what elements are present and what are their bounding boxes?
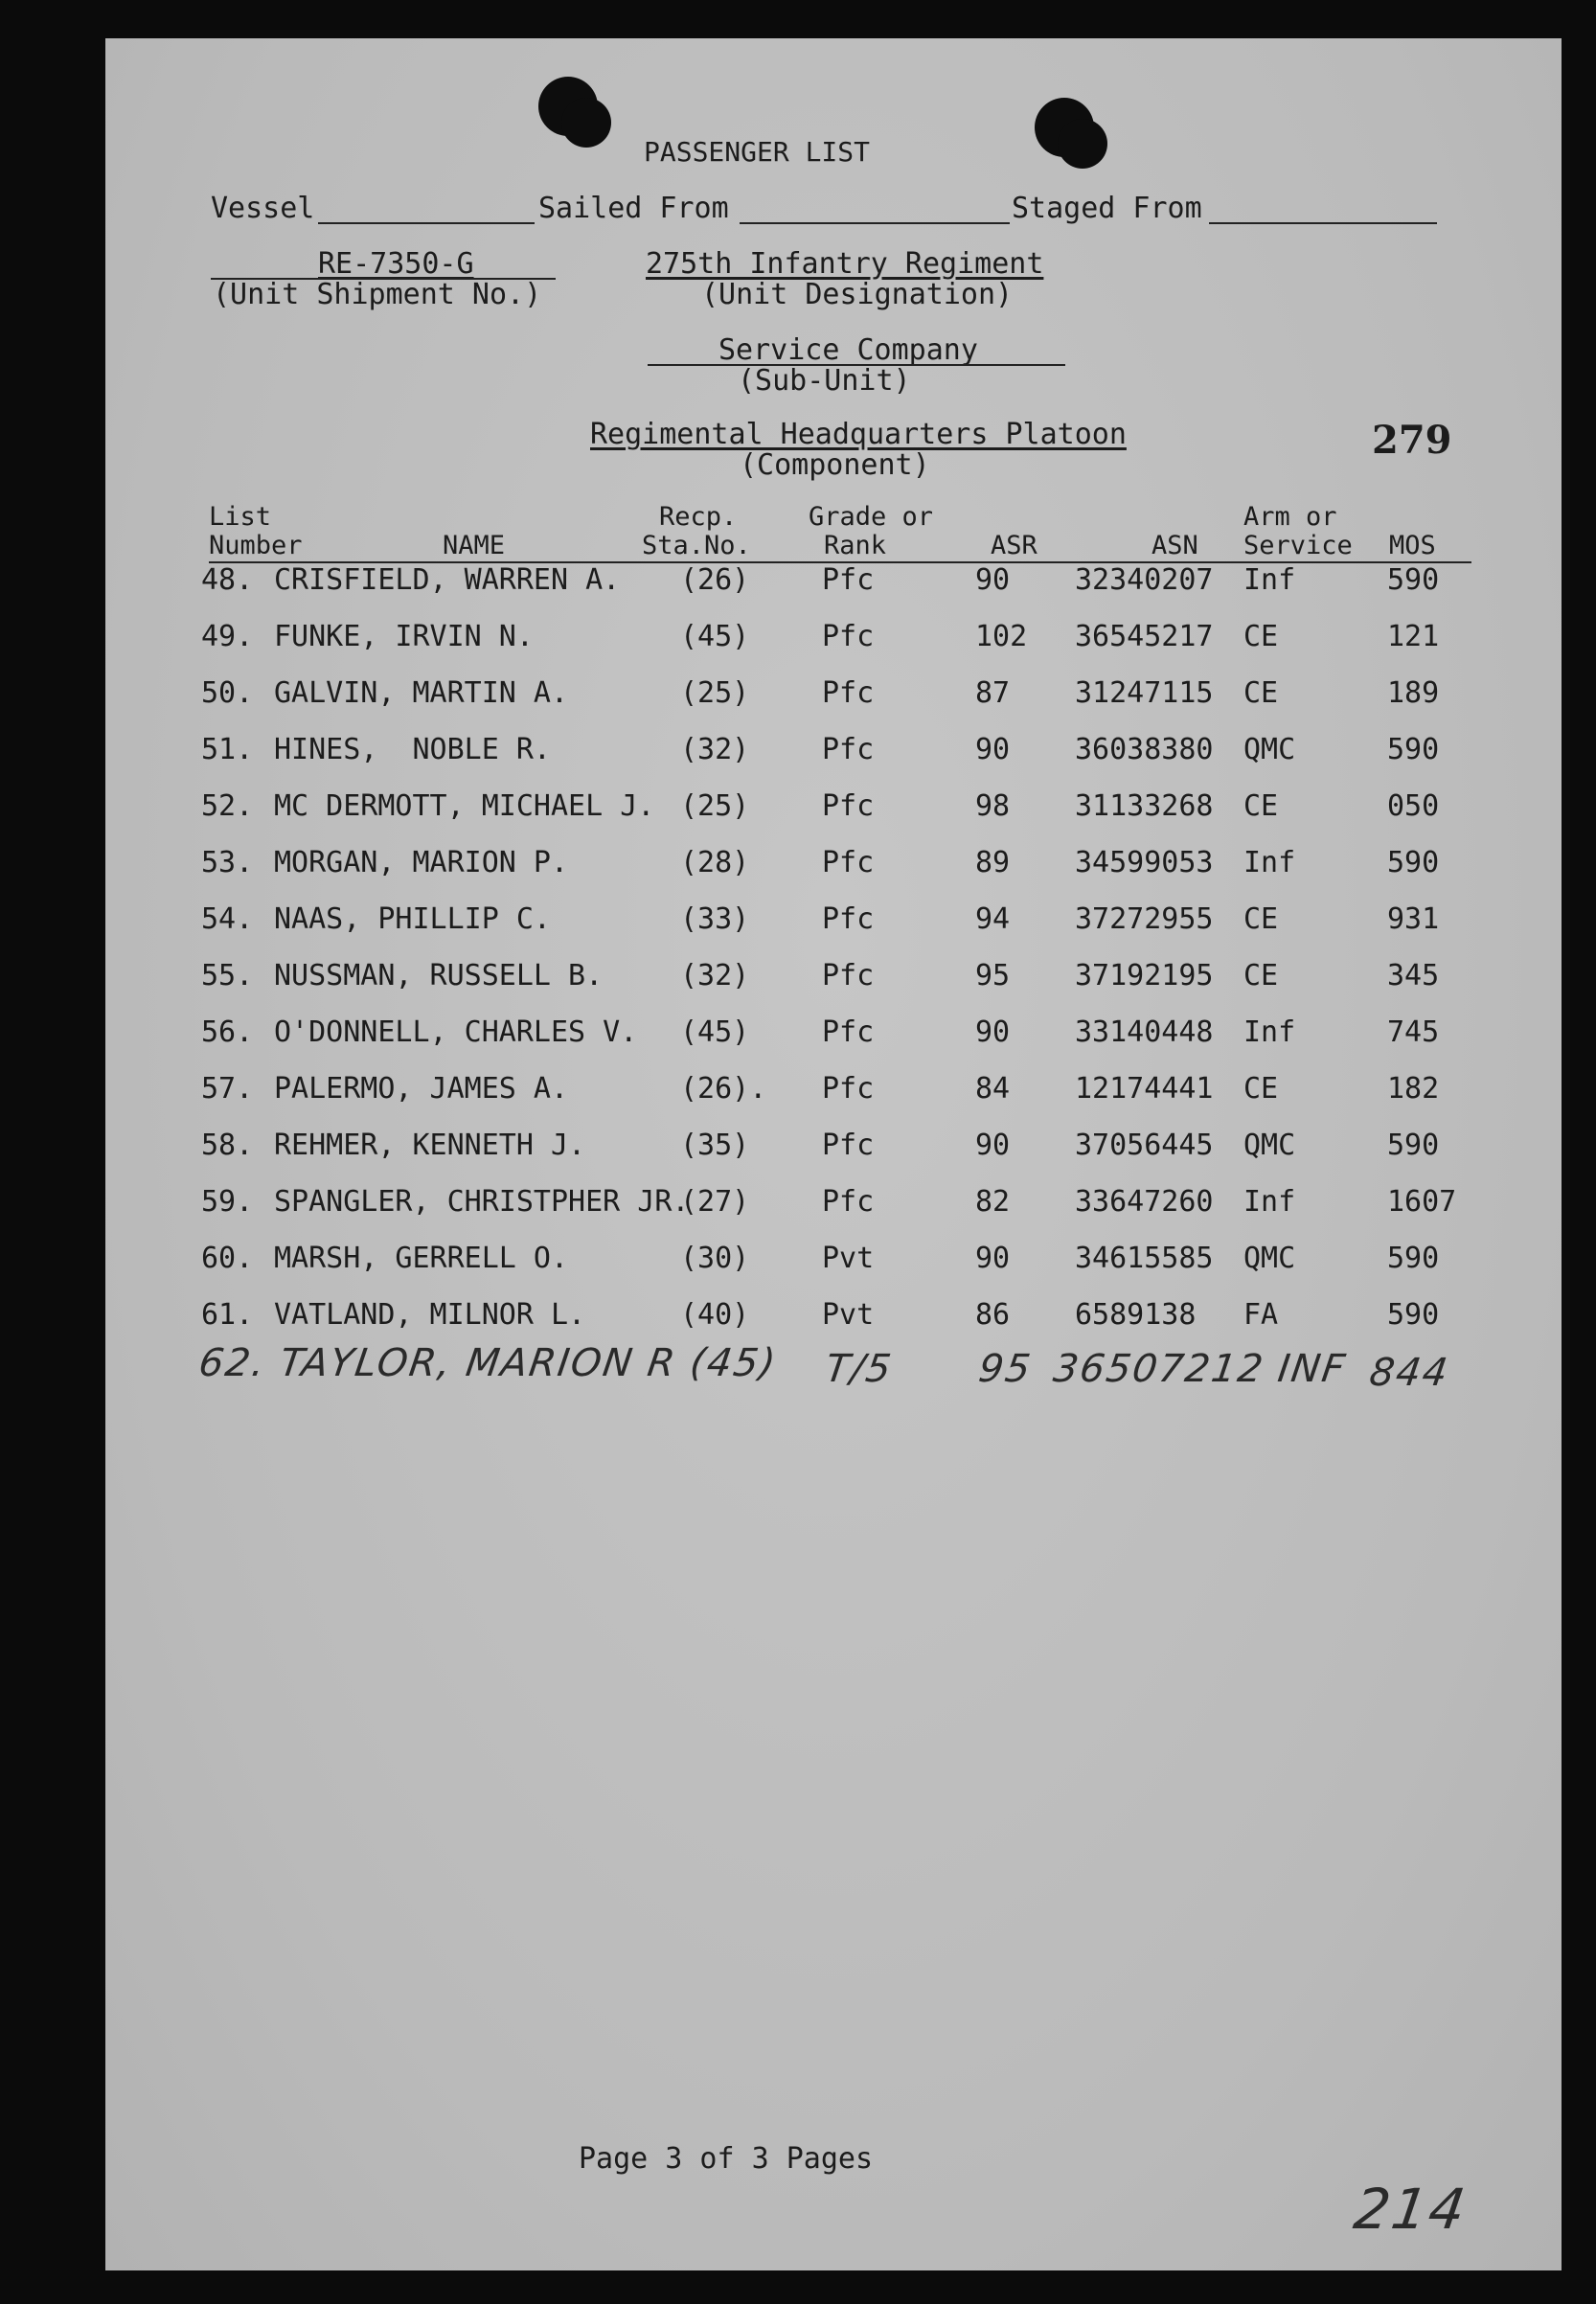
row-rank: Pfc	[822, 789, 875, 823]
col-grade-bottom: Rank	[824, 531, 887, 560]
col-arm-top: Arm or	[1243, 502, 1337, 532]
vessel-label: Vessel	[211, 192, 315, 225]
row-asr: 87	[975, 676, 1011, 710]
row-name: PALERMO, JAMES A.	[274, 1072, 569, 1106]
unit-shipment-no: RE-7350-G	[318, 247, 474, 281]
row-arm: Inf	[1243, 1015, 1296, 1049]
row-rank: Pfc	[822, 1072, 875, 1106]
row-arm: CE	[1243, 902, 1279, 936]
row-asr: 90	[975, 1015, 1011, 1049]
row-asn: 36545217	[1075, 620, 1214, 653]
row-rank: Pfc	[822, 563, 875, 597]
row-name: NUSSMAN, RUSSELL B.	[274, 959, 604, 992]
row-name: FUNKE, IRVIN N.	[274, 620, 534, 653]
row-name: VATLAND, MILNOR L.	[274, 1298, 586, 1332]
row-arm: QMC	[1243, 1129, 1296, 1162]
row-mos: 931	[1387, 902, 1440, 936]
handwritten-entry-asn: 36507212 INF	[1050, 1347, 1350, 1391]
row-asr: 89	[975, 846, 1011, 879]
row-asr: 98	[975, 789, 1011, 823]
row-name: O'DONNELL, CHARLES V.	[274, 1015, 638, 1049]
staged-from-blank	[1209, 222, 1437, 224]
row-asn: 36038380	[1075, 733, 1214, 766]
row-rank: Pfc	[822, 676, 875, 710]
row-asr: 86	[975, 1298, 1011, 1332]
page-count: Page 3 of 3 Pages	[579, 2142, 874, 2176]
row-asn: 33140448	[1075, 1015, 1214, 1049]
row-asr: 90	[975, 1129, 1011, 1162]
row-station: (45)	[680, 620, 750, 653]
page-title: PASSENGER LIST	[644, 136, 871, 168]
row-station: (45)	[680, 1015, 750, 1049]
row-number: 58.	[201, 1129, 254, 1162]
row-name: HINES, NOBLE R.	[274, 733, 551, 766]
row-station: (28)	[680, 846, 750, 879]
row-rank: Pfc	[822, 959, 875, 992]
col-list-bottom: Number	[209, 531, 303, 560]
row-rank: Pfc	[822, 846, 875, 879]
row-asn: 37192195	[1075, 959, 1214, 992]
row-asn: 31133268	[1075, 789, 1214, 823]
row-station: (35)	[680, 1129, 750, 1162]
handwritten-entry-rank: T/5	[822, 1347, 896, 1391]
col-asr: ASR	[991, 531, 1037, 560]
row-arm: Inf	[1243, 1185, 1296, 1219]
row-mos: 590	[1387, 1129, 1440, 1162]
col-recp-top: Recp.	[659, 502, 738, 532]
col-asn: ASN	[1151, 531, 1198, 560]
row-asr: 90	[975, 733, 1011, 766]
row-asr: 90	[975, 1242, 1011, 1275]
row-mos: 189	[1387, 676, 1440, 710]
sub-unit-caption: (Sub-Unit)	[738, 364, 911, 398]
row-number: 48.	[201, 563, 254, 597]
row-number: 54.	[201, 902, 254, 936]
row-asn: 34599053	[1075, 846, 1214, 879]
row-mos: 121	[1387, 620, 1440, 653]
sailed-from-label: Sailed From	[538, 192, 729, 225]
row-arm: CE	[1243, 789, 1279, 823]
row-mos: 182	[1387, 1072, 1440, 1106]
row-mos: 745	[1387, 1015, 1440, 1049]
punch-hole-left	[538, 77, 598, 136]
row-number: 49.	[201, 620, 254, 653]
row-number: 52.	[201, 789, 254, 823]
handwritten-entry-name: 62. TAYLOR, MARION R (45)	[195, 1341, 781, 1385]
row-arm: Inf	[1243, 563, 1296, 597]
row-asn: 6589138	[1075, 1298, 1197, 1332]
punch-hole-right	[1035, 98, 1094, 157]
row-number: 56.	[201, 1015, 254, 1049]
row-rank: Pfc	[822, 902, 875, 936]
row-rank: Pfc	[822, 620, 875, 653]
row-mos: 590	[1387, 563, 1440, 597]
handwritten-entry-mos: 844	[1366, 1351, 1452, 1395]
row-station: (30)	[680, 1242, 750, 1275]
row-number: 59.	[201, 1185, 254, 1219]
row-arm: FA	[1243, 1298, 1279, 1332]
row-mos: 590	[1387, 1242, 1440, 1275]
row-name: GALVIN, MARTIN A.	[274, 676, 569, 710]
row-station: (26).	[680, 1072, 767, 1106]
col-name: NAME	[443, 531, 506, 560]
row-number: 50.	[201, 676, 254, 710]
document-sheet	[105, 38, 1562, 2270]
row-asn: 37056445	[1075, 1129, 1214, 1162]
col-grade-top: Grade or	[809, 502, 934, 532]
row-number: 57.	[201, 1072, 254, 1106]
row-number: 61.	[201, 1298, 254, 1332]
row-arm: QMC	[1243, 1242, 1296, 1275]
component: Regimental Headquarters Platoon	[590, 418, 1127, 451]
col-recp-bottom: Sta.No.	[642, 531, 751, 560]
row-asr: 94	[975, 902, 1011, 936]
row-arm: Inf	[1243, 846, 1296, 879]
row-asr: 90	[975, 563, 1011, 597]
staged-from-label: Staged From	[1012, 192, 1202, 225]
row-number: 55.	[201, 959, 254, 992]
row-asn: 31247115	[1075, 676, 1214, 710]
row-name: SPANGLER, CHRISTPHER JR.	[274, 1185, 690, 1219]
row-asr: 82	[975, 1185, 1011, 1219]
unit-shipment-caption: (Unit Shipment No.)	[213, 278, 542, 311]
row-name: MORGAN, MARION P.	[274, 846, 569, 879]
row-asn: 33647260	[1075, 1185, 1214, 1219]
row-asn: 37272955	[1075, 902, 1214, 936]
row-mos: 1607	[1387, 1185, 1457, 1219]
row-name: MARSH, GERRELL O.	[274, 1242, 569, 1275]
vessel-blank	[318, 222, 535, 224]
row-station: (26)	[680, 563, 750, 597]
row-station: (33)	[680, 902, 750, 936]
row-arm: CE	[1243, 676, 1279, 710]
row-rank: Pfc	[822, 1185, 875, 1219]
row-name: REHMER, KENNETH J.	[274, 1129, 586, 1162]
row-asn: 34615585	[1075, 1242, 1214, 1275]
row-rank: Pfc	[822, 733, 875, 766]
row-asn: 12174441	[1075, 1072, 1214, 1106]
row-name: CRISFIELD, WARREN A.	[274, 563, 621, 597]
row-arm: QMC	[1243, 733, 1296, 766]
row-mos: 590	[1387, 1298, 1440, 1332]
col-arm-bottom: Service	[1243, 531, 1353, 560]
page-stamp-number: 279	[1372, 418, 1452, 463]
sub-unit: Service Company	[718, 333, 978, 367]
row-asn: 32340207	[1075, 563, 1214, 597]
row-station: (27)	[680, 1185, 750, 1219]
row-mos: 050	[1387, 789, 1440, 823]
row-mos: 590	[1387, 733, 1440, 766]
row-station: (25)	[680, 676, 750, 710]
row-arm: CE	[1243, 1072, 1279, 1106]
unit-designation-caption: (Unit Designation)	[701, 278, 1014, 311]
row-number: 60.	[201, 1242, 254, 1275]
component-caption: (Component)	[740, 448, 930, 482]
handwritten-entry-asr: 95	[975, 1347, 1036, 1391]
row-rank: Pvt	[822, 1298, 875, 1332]
row-rank: Pfc	[822, 1129, 875, 1162]
row-number: 51.	[201, 733, 254, 766]
row-station: (32)	[680, 733, 750, 766]
row-mos: 345	[1387, 959, 1440, 992]
row-station: (32)	[680, 959, 750, 992]
handwritten-page-number: 214	[1350, 2177, 1471, 2242]
row-arm: CE	[1243, 620, 1279, 653]
row-asr: 102	[975, 620, 1028, 653]
row-name: MC DERMOTT, MICHAEL J.	[274, 789, 655, 823]
sailed-from-blank	[740, 222, 1010, 224]
col-mos: MOS	[1389, 531, 1436, 560]
row-number: 53.	[201, 846, 254, 879]
row-station: (40)	[680, 1298, 750, 1332]
row-mos: 590	[1387, 846, 1440, 879]
row-asr: 95	[975, 959, 1011, 992]
row-rank: Pfc	[822, 1015, 875, 1049]
col-list-top: List	[209, 502, 272, 532]
unit-designation: 275th Infantry Regiment	[646, 247, 1044, 281]
row-station: (25)	[680, 789, 750, 823]
row-arm: CE	[1243, 959, 1279, 992]
row-name: NAAS, PHILLIP C.	[274, 902, 551, 936]
row-asr: 84	[975, 1072, 1011, 1106]
row-rank: Pvt	[822, 1242, 875, 1275]
